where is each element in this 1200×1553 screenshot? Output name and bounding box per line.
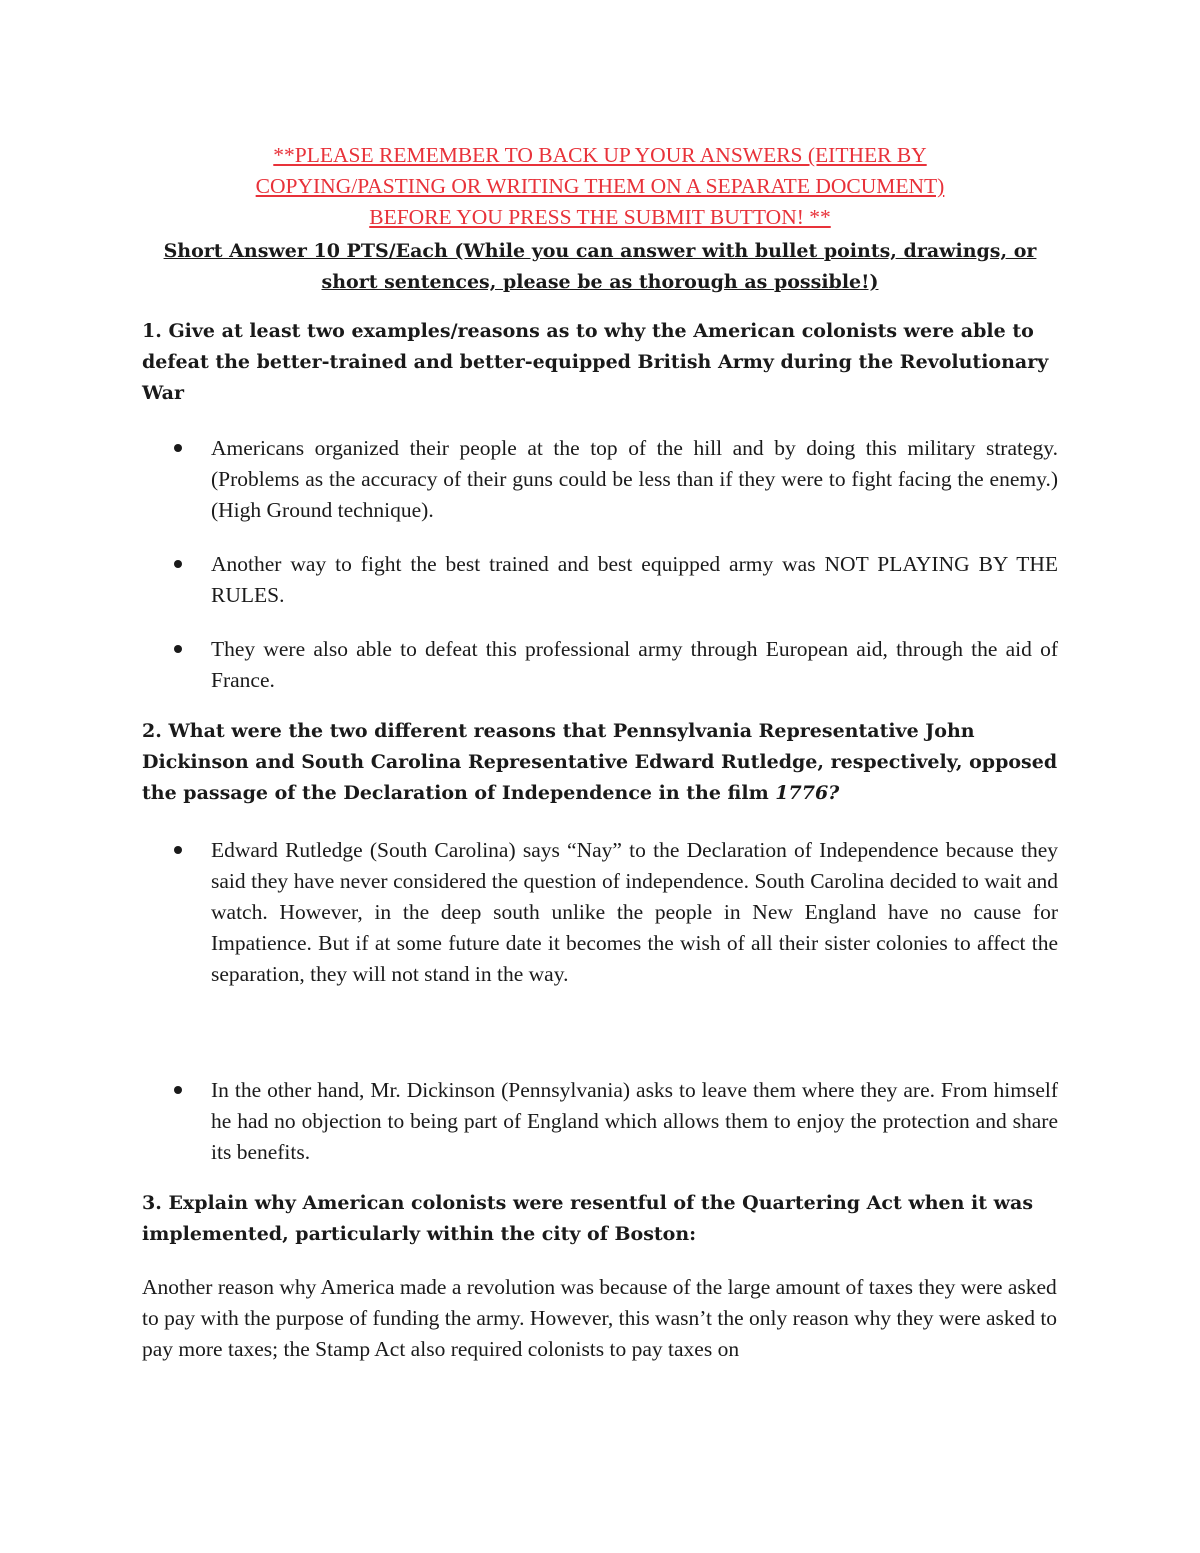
bullet-icon [174, 444, 182, 452]
backup-notice [142, 140, 1058, 233]
answer-bullet-item [142, 835, 1058, 990]
answer-bullet-item [142, 1075, 1058, 1168]
notice-line-1: **PLEASE REMEMBER TO BACK UP YOUR ANSWERS (EITHER BY [273, 143, 927, 167]
bullet-icon [174, 1086, 182, 1094]
answer-paragraph: Another reason why America made a revolution was because of the large amount of taxes they were asked to pay with the purpose of funding the army. However, this wasn’t the only reason why they were asked to pay more taxes; the Stamp Act also required colonists to pay taxes on [142, 1275, 1058, 1361]
answer-text: Edward Rutledge (South Carolina) says “Nay” to the Declaration of Independence because they said they have never considered the question of independence. South Carolina decided to wait and watch. However, in the deep south unlike the people in New England have no cause for Impatience. But if at some future date it becomes the wish of all their sister colonies to affect the separation, they will not stand in the way. [211, 838, 1058, 986]
question-3: 3. Explain why American colonists were resentful of the Quartering Act when it was implemented, particularly within the city of Boston: [142, 1192, 1034, 1245]
answer-text: Another way to fight the best trained and best equipped army was NOT PLAYING BY THE RULES. [211, 552, 1058, 607]
question-2-text: 2. What were the two different reasons that Pennsylvania Representative John Dickinson and South Carolina Representative Edward Rutledge, respectively, opposed the passage of the Declaration of Independence in the film [142, 720, 1058, 804]
answer-text: In the other hand, Mr. Dickinson (Pennsylvania) asks to leave them where they are. From himself he had no objection to being part of England which allows them to enjoy the protection and share its benefits. [211, 1078, 1058, 1164]
answer-text: Americans organized their people at the top of the hill and by doing this military strategy. (Problems as the accuracy of their guns could be less than if they were to fight facing the enemy.) (High Ground technique). [211, 436, 1058, 522]
answer-bullet-item [142, 634, 1058, 696]
bullet-icon [174, 645, 182, 653]
document-page [142, 140, 1058, 1365]
bullet-icon [174, 560, 182, 568]
answer-bullet-item [142, 433, 1058, 526]
notice-line-3: BEFORE YOU PRESS THE SUBMIT BUTTON! ** [369, 205, 831, 229]
answer-bullet-item [142, 549, 1058, 611]
question-1: 1. Give at least two examples/reasons as to why the American colonists were able to defeat the better-trained and better-equipped British Army during the Revolutionary War [142, 320, 1049, 404]
film-title: 1776? [775, 782, 840, 804]
question-2-answers [142, 835, 1058, 1168]
answer-text: They were also able to defeat this professional army through European aid, through the aid of France. [211, 637, 1058, 692]
bullet-icon [174, 846, 182, 854]
question-1-answers [142, 433, 1058, 696]
question-2 [142, 716, 1058, 809]
notice-line-2: COPYING/PASTING OR WRITING THEM ON A SEPARATE DOCUMENT) [255, 174, 945, 198]
instructions-heading: Short Answer 10 PTS/Each (While you can answer with bullet points, drawings, or short sentences, please be as thorough as possible!) [163, 240, 1037, 293]
